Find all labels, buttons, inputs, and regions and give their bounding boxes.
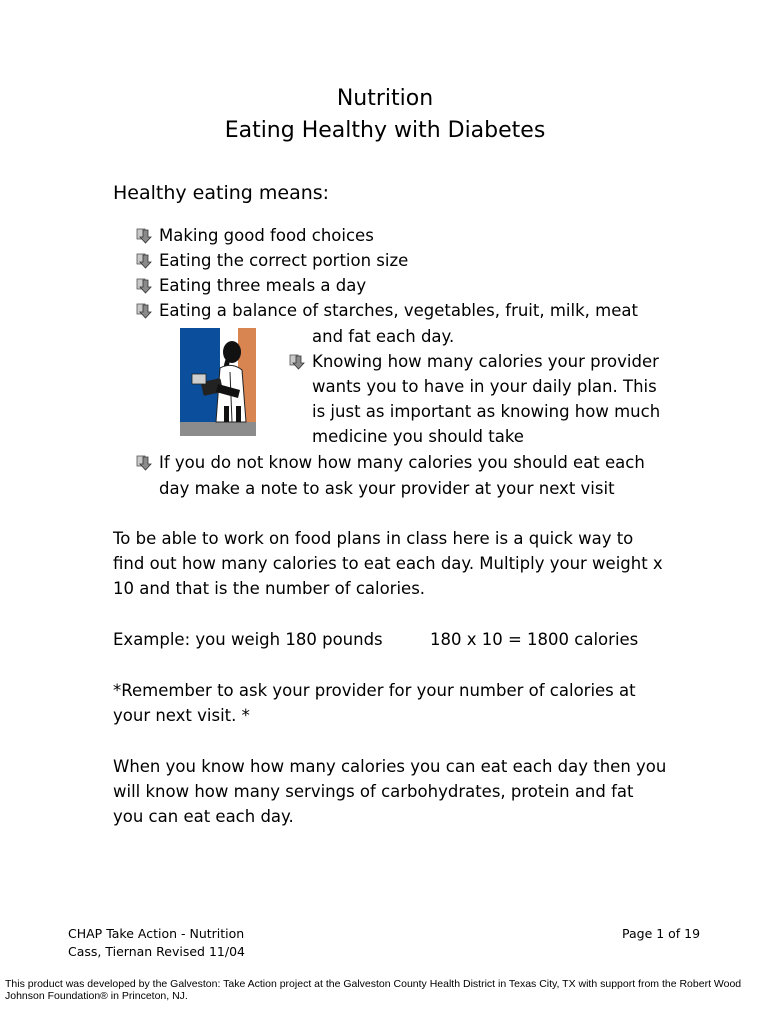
- bullet-text-continuation: medicine you should take: [312, 427, 524, 446]
- document-subtitle: Eating Healthy with Diabetes: [224, 118, 546, 143]
- bullet-text-continuation: and fat each day.: [312, 327, 455, 346]
- example-text: Example: you weigh 180 pounds: [113, 630, 383, 649]
- bullet-text: If you do not know how many calories you should eat each: [159, 453, 645, 472]
- bullet-text-continuation: wants you to have in your daily plan. This: [312, 377, 657, 396]
- bullet-text: Eating three meals a day: [159, 276, 367, 295]
- bullet-text-continuation: is just as important as knowing how much: [312, 402, 661, 421]
- paragraph-line: you can eat each day.: [113, 807, 294, 826]
- reminder-line: *Remember to ask your provider for your number of calories at: [113, 681, 636, 700]
- section-heading: Healthy eating means:: [113, 182, 330, 204]
- paragraph-line: will know how many servings of carbohydrates, protein and fat: [113, 782, 634, 801]
- down-arrow-bullet-icon: [136, 454, 154, 472]
- doctor-with-clipboard-clipart: [180, 328, 256, 436]
- footer-revision: Cass, Tiernan Revised 11/04: [68, 944, 245, 959]
- bullet-text: Making good food choices: [159, 226, 374, 245]
- down-arrow-bullet-icon: [136, 252, 154, 270]
- paragraph-line: To be able to work on food plans in class here is a quick way to: [113, 529, 634, 548]
- paragraph-line: 10 and that is the number of calories.: [113, 579, 426, 598]
- footer-disclaimer: This product was developed by the Galveston: Take Action project at the Galveston County Health District in Texas City, TX with support from the Robert Wood Johnson Foundation® in Princeton, NJ.: [5, 978, 742, 1002]
- reminder-line: your next visit. *: [113, 706, 250, 725]
- bullet-text: Eating a balance of starches, vegetables, fruit, milk, meat: [159, 301, 638, 320]
- page-number: Page 1 of 19: [622, 926, 701, 941]
- example-calculation: 180 x 10 = 1800 calories: [430, 630, 639, 649]
- down-arrow-bullet-icon: [289, 353, 307, 371]
- footer-course-name: CHAP Take Action - Nutrition: [68, 926, 245, 941]
- down-arrow-bullet-icon: [136, 277, 154, 295]
- bullet-text-continuation: day make a note to ask your provider at your next visit: [159, 479, 615, 498]
- bullet-text: Knowing how many calories your provider: [312, 352, 659, 371]
- paragraph-line: find out how many calories to eat each day. Multiply your weight x: [113, 554, 663, 573]
- paragraph-line: When you know how many calories you can eat each day then you: [113, 757, 667, 776]
- document-title: Nutrition: [336, 86, 434, 111]
- bullet-text: Eating the correct portion size: [159, 251, 409, 270]
- down-arrow-bullet-icon: [136, 302, 154, 320]
- down-arrow-bullet-icon: [136, 227, 154, 245]
